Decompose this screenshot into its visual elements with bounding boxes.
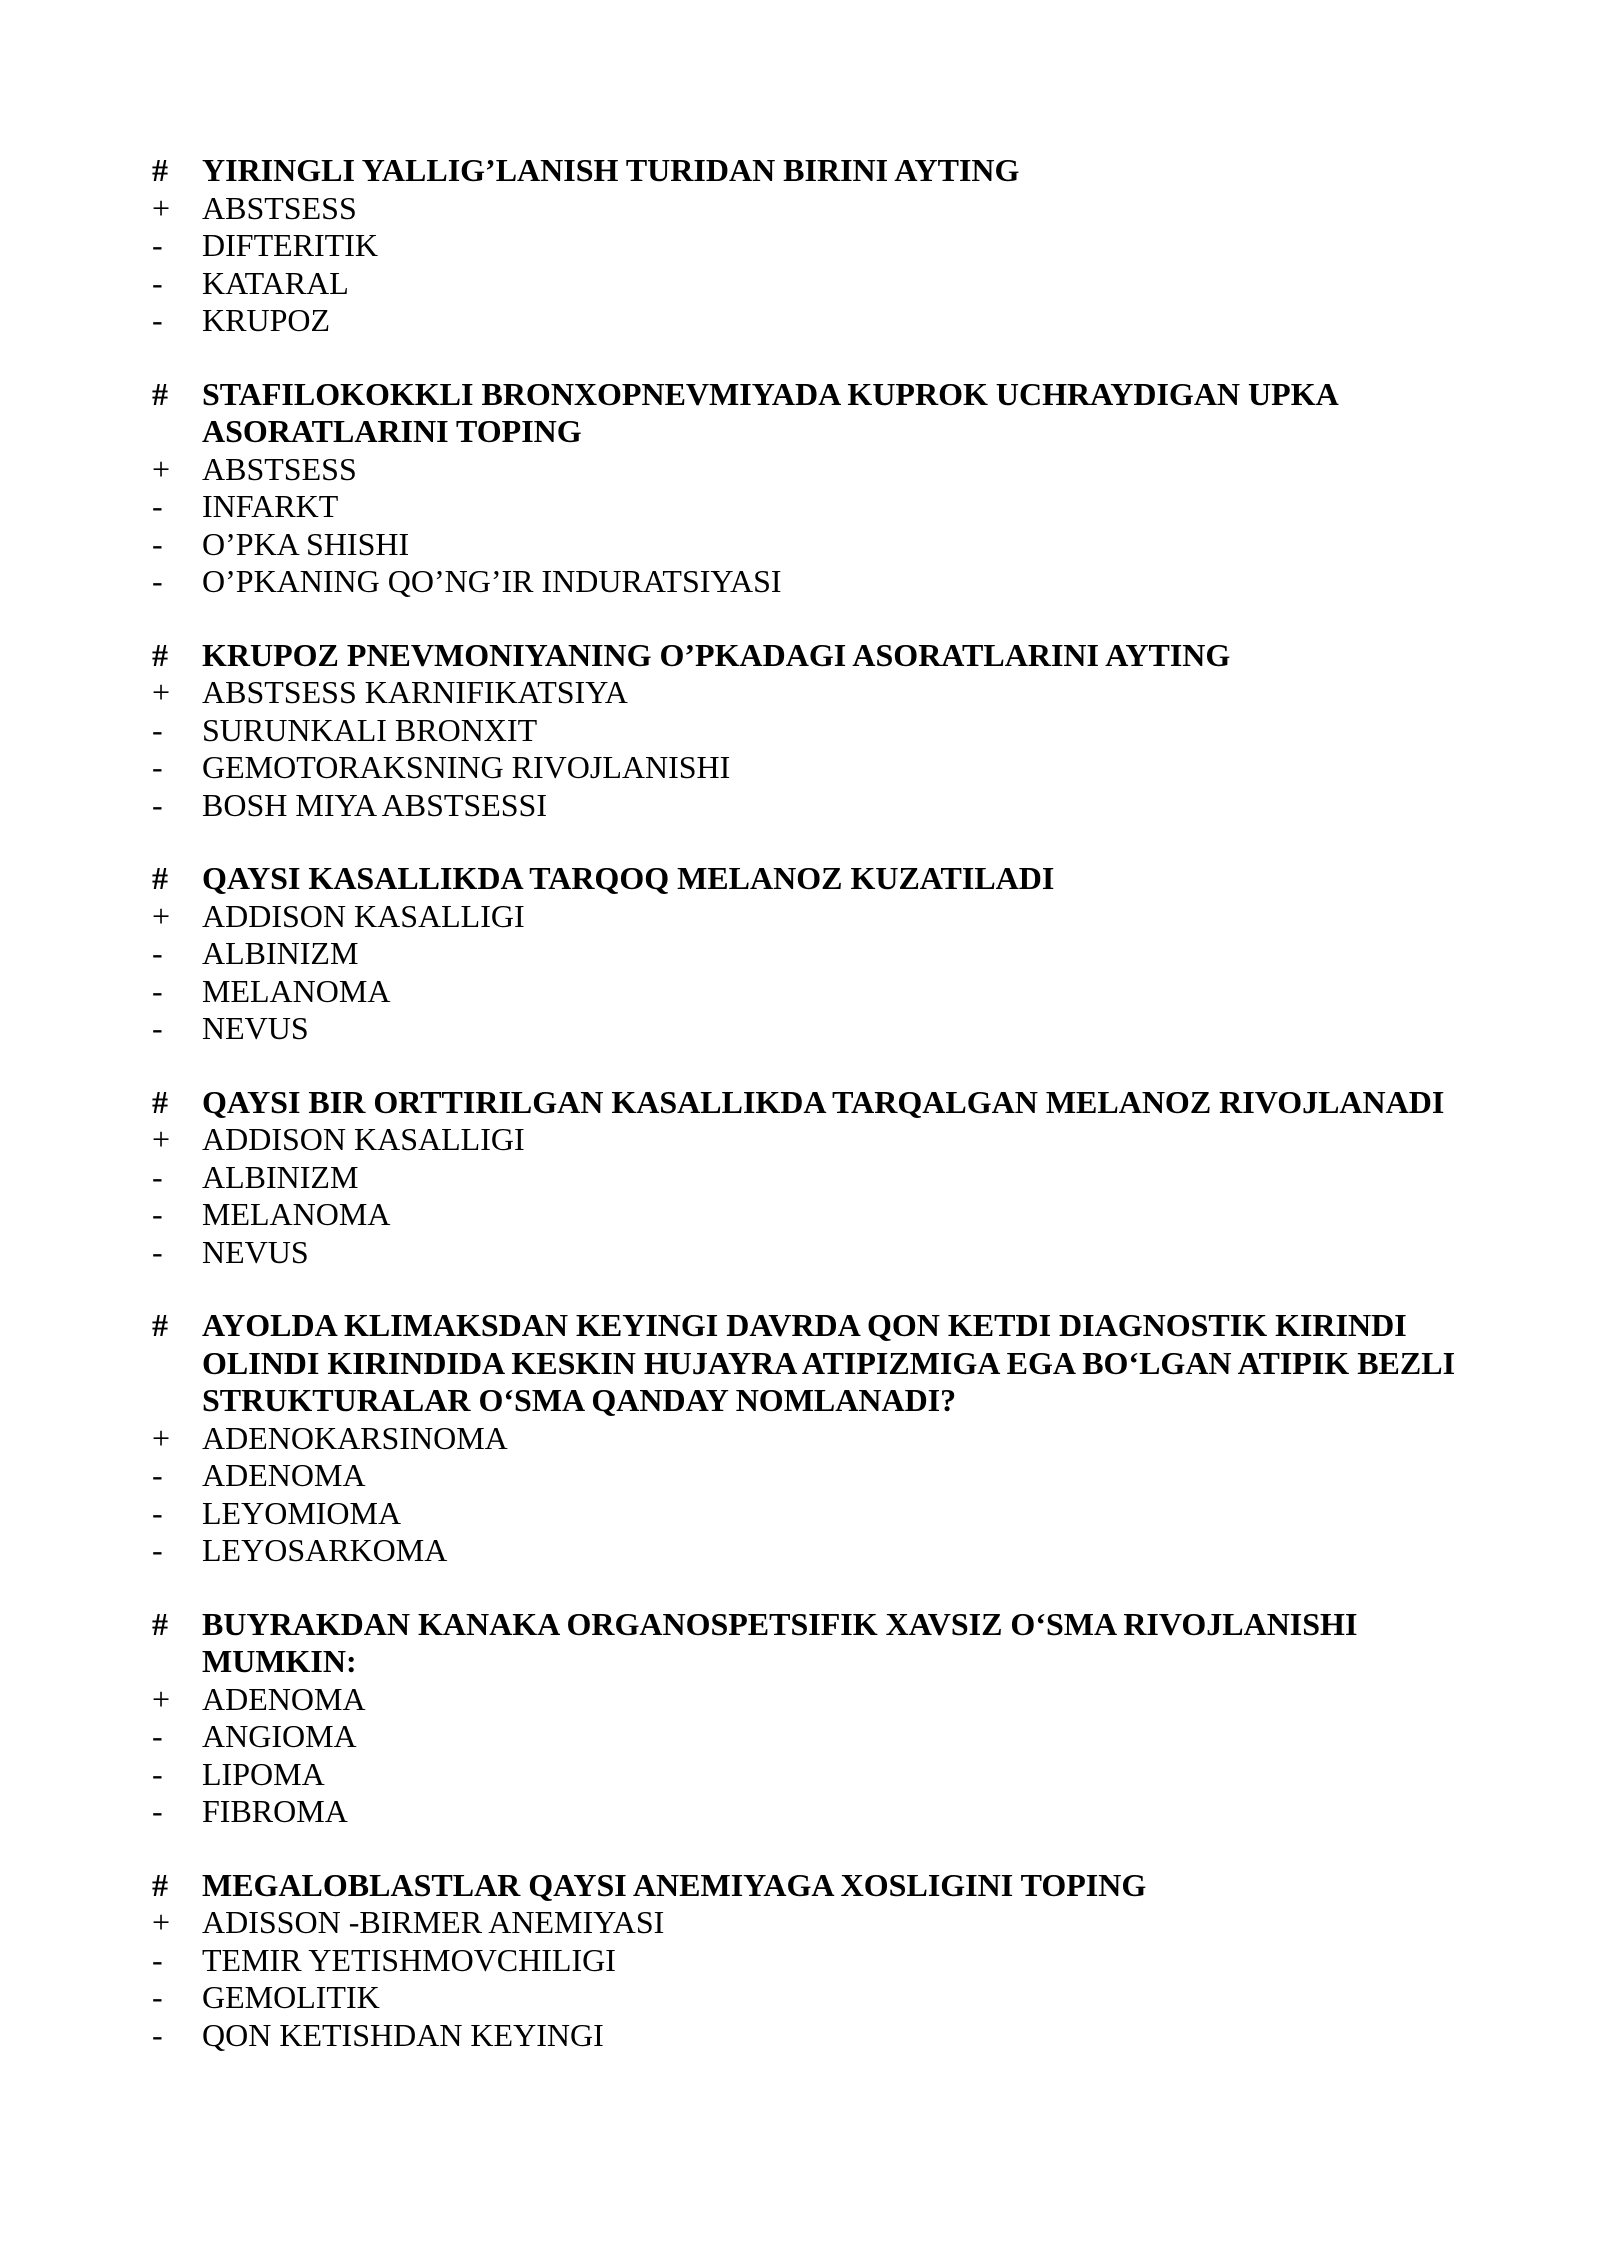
option-text: ADENOKARSINOMA (202, 1419, 508, 1456)
option-text: GEMOTORAKSNING RIVOJLANISHI (202, 749, 731, 785)
option-text: QON KETISHDAN KEYINGI (202, 2016, 604, 2053)
answer-option (152, 488, 1500, 526)
option-marker: + (152, 1419, 171, 1456)
option-marker: - (152, 302, 163, 338)
question-block (152, 1307, 1500, 1570)
question-text: BUYRAKDAN KANAKA ORGANOSPETSIFIK XAVSIZ O‘SMA RIVOJLANISHI MUMKIN: (202, 1605, 1358, 1679)
option-marker: - (152, 1457, 163, 1493)
option-text: ANGIOMA (202, 1718, 357, 1754)
option-text: ADENOMA (202, 1457, 366, 1493)
option-text: LIPOMA (202, 1755, 325, 1792)
question-marker: # (152, 1307, 168, 1343)
option-text: BOSH MIYA ABSTSESSI (202, 786, 547, 823)
option-text: ALBINIZM (202, 1158, 359, 1195)
answer-option (152, 1234, 1500, 1272)
option-text: ABSTSESS (202, 189, 357, 226)
question-block (152, 376, 1500, 601)
option-text: KRUPOZ (202, 302, 331, 338)
question-row (152, 1606, 1500, 1681)
option-marker: + (152, 674, 171, 710)
option-text: INFARKT (202, 488, 339, 524)
option-marker: + (152, 1121, 171, 1157)
question-block (152, 152, 1500, 340)
answer-option (152, 787, 1500, 825)
option-text: NEVUS (202, 1010, 309, 1046)
answer-option (152, 674, 1500, 712)
option-marker: - (152, 525, 163, 562)
option-marker: + (152, 1680, 171, 1717)
answer-option (152, 227, 1500, 265)
question-block (152, 1867, 1500, 2055)
option-marker: - (152, 1494, 163, 1531)
option-marker: - (152, 1532, 163, 1568)
question-block (152, 1084, 1500, 1272)
question-row (152, 1084, 1500, 1122)
option-marker: + (152, 1904, 171, 1940)
answer-option (152, 1681, 1500, 1719)
question-block (152, 860, 1500, 1048)
answer-option (152, 563, 1500, 601)
question-marker: # (152, 1866, 168, 1903)
option-marker: - (152, 935, 163, 971)
question-row (152, 376, 1500, 451)
answer-option (152, 1942, 1500, 1980)
option-marker: - (152, 2016, 163, 2053)
answer-option (152, 973, 1500, 1011)
option-marker: - (152, 227, 163, 263)
option-text: ADISSON -BIRMER ANEMIYASI (202, 1904, 665, 1940)
option-marker: + (152, 897, 171, 934)
option-marker: - (152, 264, 163, 301)
option-text: ADENOMA (202, 1680, 366, 1717)
option-marker: - (152, 1233, 163, 1270)
question-marker: # (152, 375, 168, 412)
question-row (152, 1307, 1500, 1420)
option-text: TEMIR YETISHMOVCHILIGI (202, 1941, 616, 1978)
option-text: ALBINIZM (202, 935, 359, 971)
option-text: MELANOMA (202, 1196, 391, 1232)
option-marker: - (152, 1196, 163, 1232)
answer-option (152, 1756, 1500, 1794)
question-row (152, 637, 1500, 675)
option-marker: - (152, 1755, 163, 1792)
option-marker: + (152, 450, 171, 487)
option-text: LEYOMIOMA (202, 1494, 402, 1531)
question-row (152, 1867, 1500, 1905)
answer-option (152, 302, 1500, 340)
option-marker: - (152, 1979, 163, 2015)
answer-option (152, 1495, 1500, 1533)
answer-option (152, 526, 1500, 564)
option-text: MELANOMA (202, 972, 391, 1009)
question-text: QAYSI BIR ORTTIRILGAN KASALLIKDA TARQALGAN MELANOZ RIVOJLANADI (202, 1083, 1445, 1120)
option-marker: + (152, 189, 171, 226)
option-text: KATARAL (202, 264, 349, 301)
answer-option (152, 1196, 1500, 1234)
answer-option (152, 1457, 1500, 1495)
answer-option (152, 2017, 1500, 2055)
question-row (152, 152, 1500, 190)
option-marker: - (152, 749, 163, 785)
option-marker: - (152, 1158, 163, 1195)
question-block (152, 637, 1500, 825)
question-marker: # (152, 860, 168, 896)
option-marker: - (152, 972, 163, 1009)
option-marker: - (152, 1793, 163, 1829)
answer-option (152, 712, 1500, 750)
question-text: STAFILOKOKKLI BRONXOPNEVMIYADA KUPROK UCHRAYDIGAN UPKA ASORATLARINI TOPING (202, 375, 1337, 449)
answer-option (152, 935, 1500, 973)
answer-option (152, 190, 1500, 228)
answer-option (152, 1121, 1500, 1159)
option-marker: - (152, 1010, 163, 1046)
option-marker: - (152, 786, 163, 823)
question-marker: # (152, 1605, 168, 1642)
answer-option (152, 1904, 1500, 1942)
question-text: KRUPOZ PNEVMONIYANING O’PKADAGI ASORATLARINI AYTING (202, 636, 1231, 673)
answer-option (152, 898, 1500, 936)
option-text: ABSTSESS (202, 450, 357, 487)
option-marker: - (152, 1941, 163, 1978)
question-block (152, 1606, 1500, 1831)
question-marker: # (152, 1083, 168, 1120)
answer-option (152, 1159, 1500, 1197)
answer-option (152, 1718, 1500, 1756)
option-text: ADDISON KASALLIGI (202, 1121, 525, 1157)
option-text: SURUNKALI BRONXIT (202, 711, 538, 748)
option-marker: - (152, 488, 163, 524)
answer-option (152, 749, 1500, 787)
option-marker: - (152, 711, 163, 748)
option-text: O’PKA SHISHI (202, 525, 410, 562)
option-text: GEMOLITIK (202, 1979, 380, 2015)
option-text: FIBROMA (202, 1793, 348, 1829)
question-text: AYOLDA KLIMAKSDAN KEYINGI DAVRDA QON KETDI DIAGNOSTIK KIRINDI OLINDI KIRINDIDA KESKIN HUJAYRA ATIPIZMIGA EGA BO‘LGAN ATIPIK BEZLI STRUKTURALAR O‘SMA QANDAY NOMLANADI? (202, 1307, 1456, 1418)
answer-option (152, 1532, 1500, 1570)
answer-option (152, 1010, 1500, 1048)
option-marker: - (152, 563, 163, 599)
answer-option (152, 1420, 1500, 1458)
answer-option (152, 451, 1500, 489)
option-text: O’PKANING QO’NG’IR INDURATSIYASI (202, 563, 782, 599)
option-text: DIFTERITIK (202, 227, 378, 263)
option-text: ADDISON KASALLIGI (202, 897, 525, 934)
answer-option (152, 1793, 1500, 1831)
question-text: MEGALOBLASTLAR QAYSI ANEMIYAGA XOSLIGINI TOPING (202, 1866, 1147, 1903)
option-text: LEYOSARKOMA (202, 1532, 448, 1568)
option-text: ABSTSESS KARNIFIKATSIYA (202, 674, 628, 710)
option-marker: - (152, 1718, 163, 1754)
option-text: NEVUS (202, 1233, 309, 1270)
question-marker: # (152, 152, 168, 188)
question-text: QAYSI KASALLIKDA TARQOQ MELANOZ KUZATILADI (202, 860, 1055, 896)
question-row (152, 860, 1500, 898)
question-text: YIRINGLI YALLIG’LANISH TURIDAN BIRINI AYTING (202, 152, 1020, 188)
answer-option (152, 1979, 1500, 2017)
question-marker: # (152, 636, 168, 673)
answer-option (152, 265, 1500, 303)
